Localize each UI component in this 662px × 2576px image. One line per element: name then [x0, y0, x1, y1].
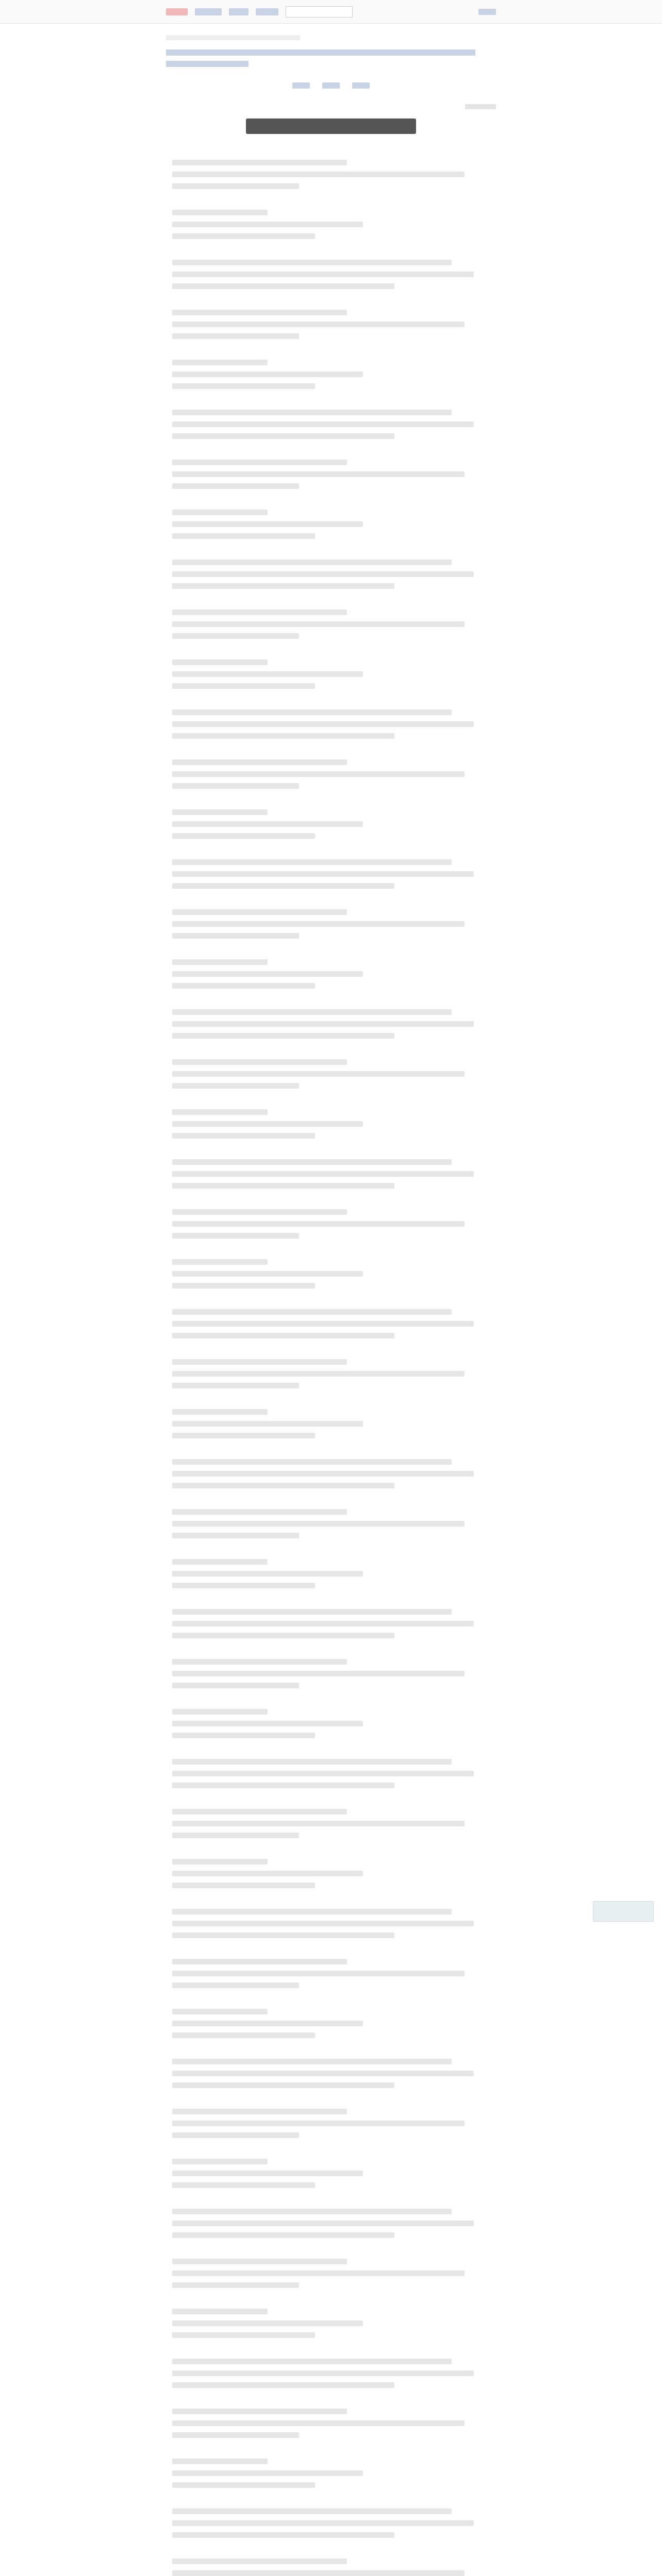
author-line[interactable] — [166, 61, 249, 67]
paragraph-gap — [172, 295, 490, 310]
text-line — [172, 172, 465, 177]
text-line — [172, 1783, 394, 1788]
text-line — [172, 1559, 268, 1565]
text-line — [172, 410, 452, 415]
text-line — [172, 1671, 465, 1676]
search-input[interactable] — [286, 6, 353, 18]
nav-item-1[interactable] — [195, 8, 222, 15]
text-line — [172, 1421, 363, 1427]
paragraph-gap — [172, 1345, 490, 1359]
text-line — [172, 1621, 474, 1626]
text-line — [172, 1633, 394, 1638]
paragraph-gap — [172, 495, 490, 510]
text-line — [172, 1809, 347, 1815]
paragraph-gap — [172, 2144, 490, 2159]
text-line — [172, 1921, 474, 1926]
text-line — [172, 1171, 474, 1177]
text-line — [172, 1259, 268, 1265]
paragraph-gap — [172, 2394, 490, 2409]
text-line — [172, 471, 465, 477]
text-line — [172, 2359, 452, 2364]
text-line — [172, 2558, 347, 2564]
text-line — [172, 2171, 363, 2176]
paragraph-gap — [172, 1645, 490, 1659]
text-line — [172, 383, 315, 389]
text-line — [172, 783, 299, 789]
paragraph-gap — [172, 1545, 490, 1559]
text-line — [172, 2009, 268, 2014]
notice-text — [166, 35, 300, 40]
login-link[interactable] — [166, 8, 188, 15]
text-line — [172, 709, 452, 715]
text-line — [172, 1471, 474, 1477]
paragraph-gap — [172, 1495, 490, 1509]
paragraph-gap — [172, 2444, 490, 2459]
series-title-link[interactable] — [166, 49, 475, 56]
text-line — [172, 2409, 347, 2414]
text-line — [172, 2320, 363, 2326]
paragraph-gap — [172, 1045, 490, 1059]
paragraph-gap — [172, 445, 490, 460]
text-line — [172, 733, 394, 739]
text-line — [172, 1659, 347, 1665]
text-line — [172, 2132, 299, 2138]
text-line — [172, 1221, 465, 1227]
text-line — [172, 771, 465, 777]
prev-link[interactable] — [292, 82, 310, 89]
text-line — [172, 2470, 363, 2476]
text-line — [172, 1683, 299, 1688]
text-line — [172, 1971, 465, 1976]
text-line — [172, 1521, 465, 1527]
paragraph-gap — [172, 245, 490, 260]
text-line — [172, 721, 474, 727]
text-line — [172, 283, 394, 289]
text-line — [172, 2482, 315, 2488]
text-line — [172, 1571, 363, 1577]
side-floating-button[interactable] — [593, 1901, 654, 1922]
text-line — [172, 1509, 347, 1515]
paragraph-gap — [172, 2194, 490, 2209]
paragraph-gap — [172, 2544, 490, 2558]
page-number — [465, 104, 496, 109]
text-line — [172, 1209, 347, 1215]
paragraph-gap — [172, 1794, 490, 1809]
text-line — [172, 1033, 394, 1039]
paragraph-gap — [172, 845, 490, 859]
text-line — [172, 2209, 452, 2214]
text-line — [172, 1109, 268, 1115]
paragraph-gap — [172, 1694, 490, 1709]
text-line — [172, 1533, 299, 1538]
text-line — [172, 2032, 315, 2038]
text-line — [172, 659, 268, 665]
text-line — [172, 2520, 474, 2526]
text-line — [172, 1833, 299, 1838]
text-line — [172, 521, 363, 527]
text-line — [172, 2059, 452, 2064]
next-link[interactable] — [352, 82, 370, 89]
text-line — [172, 433, 394, 439]
paragraph-gap — [172, 695, 490, 709]
text-line — [172, 1859, 268, 1865]
paragraph-gap — [172, 195, 490, 210]
text-line — [172, 260, 452, 265]
episode-title — [246, 118, 416, 134]
text-line — [172, 1583, 315, 1588]
paragraph-gap — [172, 1395, 490, 1409]
paragraph-gap — [172, 2494, 490, 2509]
text-line — [172, 2071, 474, 2076]
text-line — [172, 1733, 315, 1738]
text-line — [172, 1183, 394, 1189]
text-line — [172, 633, 299, 639]
text-line — [172, 2259, 347, 2264]
text-line — [172, 1933, 394, 1938]
paragraph-gap — [172, 1095, 490, 1109]
text-line — [172, 2182, 315, 2188]
text-line — [172, 2370, 474, 2376]
text-line — [172, 1709, 268, 1715]
paragraph-gap — [172, 1245, 490, 1259]
text-line — [172, 1333, 394, 1338]
text-line — [172, 310, 347, 315]
text-line — [172, 1883, 315, 1888]
text-line — [172, 1771, 474, 1776]
text-line — [172, 1059, 347, 1065]
text-line — [172, 1021, 474, 1027]
text-line — [172, 683, 315, 689]
text-line — [172, 2121, 465, 2126]
text-line — [172, 1121, 363, 1127]
paragraph-gap — [172, 2294, 490, 2309]
paragraph-gap — [172, 545, 490, 560]
paragraph-gap — [172, 945, 490, 959]
text-line — [172, 1159, 452, 1165]
text-line — [172, 2159, 268, 2164]
text-line — [172, 921, 465, 927]
text-line — [172, 1459, 452, 1465]
index-link[interactable] — [322, 82, 340, 89]
paragraph-gap — [172, 2244, 490, 2259]
paragraph-gap — [172, 595, 490, 609]
text-line — [172, 621, 465, 627]
text-line — [172, 1371, 465, 1377]
paragraph-gap — [172, 2044, 490, 2059]
paragraph-gap — [172, 1994, 490, 2009]
paragraph-gap — [172, 395, 490, 410]
text-line — [172, 871, 474, 877]
text-line — [172, 210, 268, 215]
text-line — [172, 533, 315, 539]
text-line — [172, 2420, 465, 2426]
text-line — [172, 321, 465, 327]
text-line — [172, 1133, 315, 1139]
text-line — [172, 859, 452, 865]
text-line — [172, 2270, 465, 2276]
text-line — [172, 510, 268, 515]
text-line — [172, 222, 363, 227]
text-line — [172, 1982, 299, 1988]
text-line — [172, 1483, 394, 1488]
text-line — [172, 909, 347, 915]
paragraph-gap — [172, 895, 490, 909]
paragraph-gap — [172, 995, 490, 1009]
paragraph-gap — [172, 795, 490, 809]
text-line — [172, 2021, 363, 2026]
text-line — [172, 971, 363, 977]
text-line — [172, 1359, 347, 1365]
paragraph-gap — [172, 1445, 490, 1459]
text-line — [172, 233, 315, 239]
top-navigation — [0, 0, 662, 24]
text-line — [172, 759, 347, 765]
paragraph-gap — [172, 1595, 490, 1609]
text-line — [172, 1083, 299, 1089]
text-line — [172, 1321, 474, 1327]
text-line — [172, 1409, 268, 1415]
text-line — [172, 2570, 465, 2576]
text-line — [172, 2332, 315, 2338]
text-line — [172, 2459, 268, 2464]
text-line — [172, 609, 347, 615]
text-line — [172, 2382, 394, 2388]
paragraph-gap — [172, 645, 490, 659]
text-line — [172, 1283, 315, 1289]
nav-item-3[interactable] — [256, 8, 278, 15]
nav-item-2[interactable] — [229, 8, 249, 15]
text-line — [172, 1233, 299, 1239]
paragraph-gap — [172, 1145, 490, 1159]
header-right-link[interactable] — [478, 9, 496, 15]
text-line — [172, 2509, 452, 2514]
text-line — [172, 371, 363, 377]
text-line — [172, 983, 315, 989]
text-line — [172, 809, 268, 815]
text-line — [172, 1009, 452, 1015]
paragraph-gap — [172, 1195, 490, 1209]
text-line — [172, 560, 452, 565]
text-line — [172, 2221, 474, 2226]
text-line — [172, 1821, 465, 1826]
main-content — [166, 35, 496, 2576]
paragraph-gap — [172, 1894, 490, 1909]
text-line — [172, 333, 299, 339]
text-line — [172, 1309, 452, 1315]
text-line — [172, 821, 363, 827]
paragraph-gap — [172, 1944, 490, 1959]
paragraph-gap — [172, 745, 490, 759]
text-line — [172, 183, 299, 189]
text-line — [172, 2282, 299, 2288]
text-line — [172, 583, 394, 589]
text-line — [172, 460, 347, 465]
text-line — [172, 483, 299, 489]
text-line — [172, 1871, 363, 1876]
text-line — [172, 1383, 299, 1388]
text-line — [172, 1271, 363, 1277]
pager-top — [166, 82, 496, 89]
text-line — [172, 933, 299, 939]
text-line — [172, 272, 474, 277]
paragraph-gap — [172, 2094, 490, 2109]
text-line — [172, 2232, 394, 2238]
text-line — [172, 1721, 363, 1726]
text-line — [172, 571, 474, 577]
paragraph-gap — [172, 1295, 490, 1309]
text-line — [172, 671, 363, 677]
text-line — [172, 2109, 347, 2114]
text-line — [172, 2082, 394, 2088]
text-line — [172, 883, 394, 889]
text-line — [172, 959, 268, 965]
text-line — [172, 2432, 299, 2438]
paragraph-gap — [172, 2344, 490, 2359]
text-line — [172, 1433, 315, 1438]
paragraph-gap — [172, 345, 490, 360]
text-line — [172, 1609, 452, 1615]
text-line — [172, 360, 268, 365]
novel-body — [166, 160, 496, 2576]
text-line — [172, 1959, 347, 1964]
text-line — [172, 1759, 452, 1765]
text-line — [172, 421, 474, 427]
text-line — [172, 833, 315, 839]
text-line — [172, 2532, 394, 2538]
text-line — [172, 2309, 268, 2314]
text-line — [172, 1071, 465, 1077]
text-line — [172, 1909, 452, 1914]
text-line — [172, 160, 347, 165]
paragraph-gap — [172, 1744, 490, 1759]
paragraph-gap — [172, 1844, 490, 1859]
